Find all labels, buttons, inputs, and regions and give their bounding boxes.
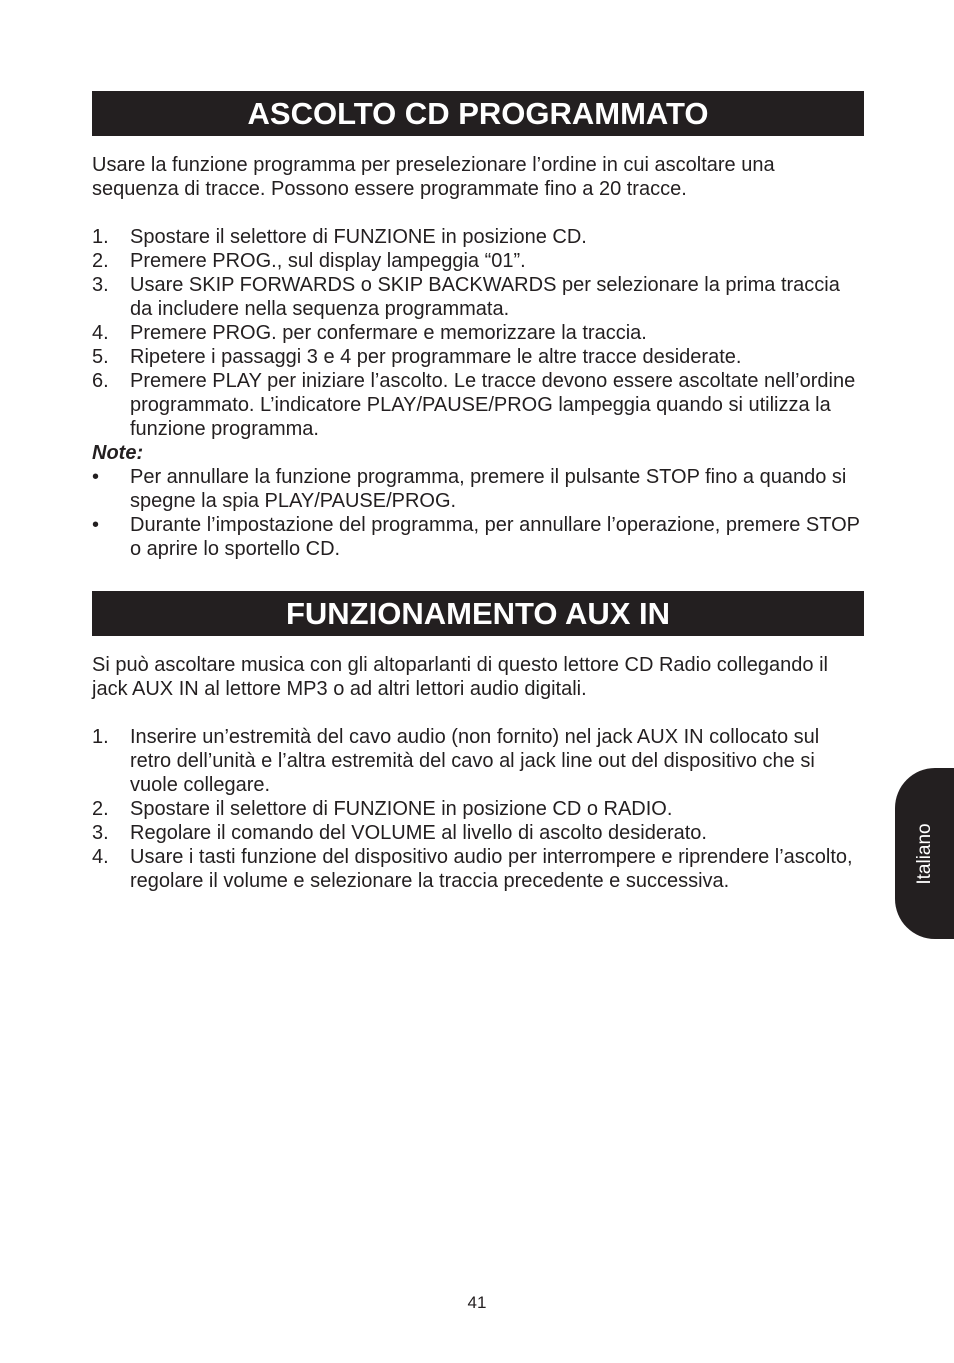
- list-item: [92, 273, 864, 321]
- step-number: 6.: [92, 370, 109, 392]
- section-aux-in: [92, 591, 864, 893]
- steps-list: [92, 725, 864, 893]
- step-number: 1.: [92, 226, 109, 248]
- page-content: [92, 91, 864, 893]
- note-text: Durante l’impostazione del programma, per annullare l’operazione, premere STOP o aprire lo sportello CD.: [130, 514, 860, 560]
- language-tab: [895, 768, 954, 939]
- page-number: 41: [467, 1293, 487, 1312]
- section-title: FUNZIONAMENTO AUX IN: [92, 591, 864, 636]
- list-item: [92, 725, 864, 797]
- language-tab-label: Italiano: [913, 822, 935, 885]
- step-text: Spostare il selettore di FUNZIONE in posizione CD.: [130, 226, 587, 248]
- step-text: Regolare il comando del VOLUME al livello di ascolto desiderato.: [130, 822, 707, 844]
- step-text: Ripetere i passaggi 3 e 4 per programmare le altre tracce desiderate.: [130, 346, 742, 368]
- list-item: [92, 249, 864, 273]
- list-item: [92, 845, 864, 893]
- step-number: 3.: [92, 822, 109, 844]
- step-number: 2.: [92, 798, 109, 820]
- notes-list: [92, 465, 864, 561]
- step-text: Premere PROG. per confermare e memorizzare la traccia.: [130, 322, 647, 344]
- list-item: [92, 797, 864, 821]
- step-number: 3.: [92, 274, 109, 296]
- step-text: Usare SKIP FORWARDS o SKIP BACKWARDS per selezionare la prima traccia da includere nella sequenza programmata.: [130, 274, 840, 320]
- section-programmed-cd: [92, 91, 864, 561]
- section-intro: Si può ascoltare musica con gli altoparlanti di questo lettore CD Radio collegando il jack AUX IN al lettore MP3 o ad altri lettori audio digitali.: [92, 654, 828, 700]
- bullet: •: [92, 514, 100, 536]
- step-text: Spostare il selettore di FUNZIONE in posizione CD o RADIO.: [130, 798, 673, 820]
- list-item: [92, 321, 864, 345]
- step-text: Inserire un’estremità del cavo audio (non fornito) nel jack AUX IN collocato sul retro dell’unità e l’altra estremità del cavo al jack line out del dispositivo che si vuole collegare.: [130, 726, 820, 796]
- list-item: [92, 465, 864, 513]
- list-item: [92, 345, 864, 369]
- step-text: Premere PLAY per iniziare l’ascolto. Le tracce devono essere ascoltate nell’ordine programmato. L’indicatore PLAY/PAUSE/PROG lampeggia quando si utilizza la funzione programma.: [130, 370, 856, 440]
- steps-list: [92, 225, 864, 441]
- note-label: Note:: [92, 442, 144, 464]
- bullet: •: [92, 466, 100, 488]
- step-number: 5.: [92, 346, 109, 368]
- step-number: 4.: [92, 322, 109, 344]
- step-number: 2.: [92, 250, 109, 272]
- step-text: Premere PROG., sul display lampeggia “01”.: [130, 250, 526, 272]
- step-number: 4.: [92, 846, 109, 868]
- note-text: Per annullare la funzione programma, premere il pulsante STOP fino a quando si spegne la spia PLAY/PAUSE/PROG.: [130, 466, 847, 512]
- list-item: [92, 821, 864, 845]
- step-text: Usare i tasti funzione del dispositivo audio per interrompere e riprendere l’ascolto, regolare il volume e selezionare la traccia precedente e successiva.: [130, 846, 853, 892]
- list-item: [92, 225, 864, 249]
- step-number: 1.: [92, 726, 109, 748]
- list-item: [92, 369, 864, 441]
- section-intro: Usare la funzione programma per preselezionare l’ordine in cui ascoltare una sequenza di tracce. Possono essere programmate fino a 20 tracce.: [92, 154, 775, 200]
- list-item: [92, 513, 864, 561]
- section-title: ASCOLTO CD PROGRAMMATO: [92, 91, 864, 136]
